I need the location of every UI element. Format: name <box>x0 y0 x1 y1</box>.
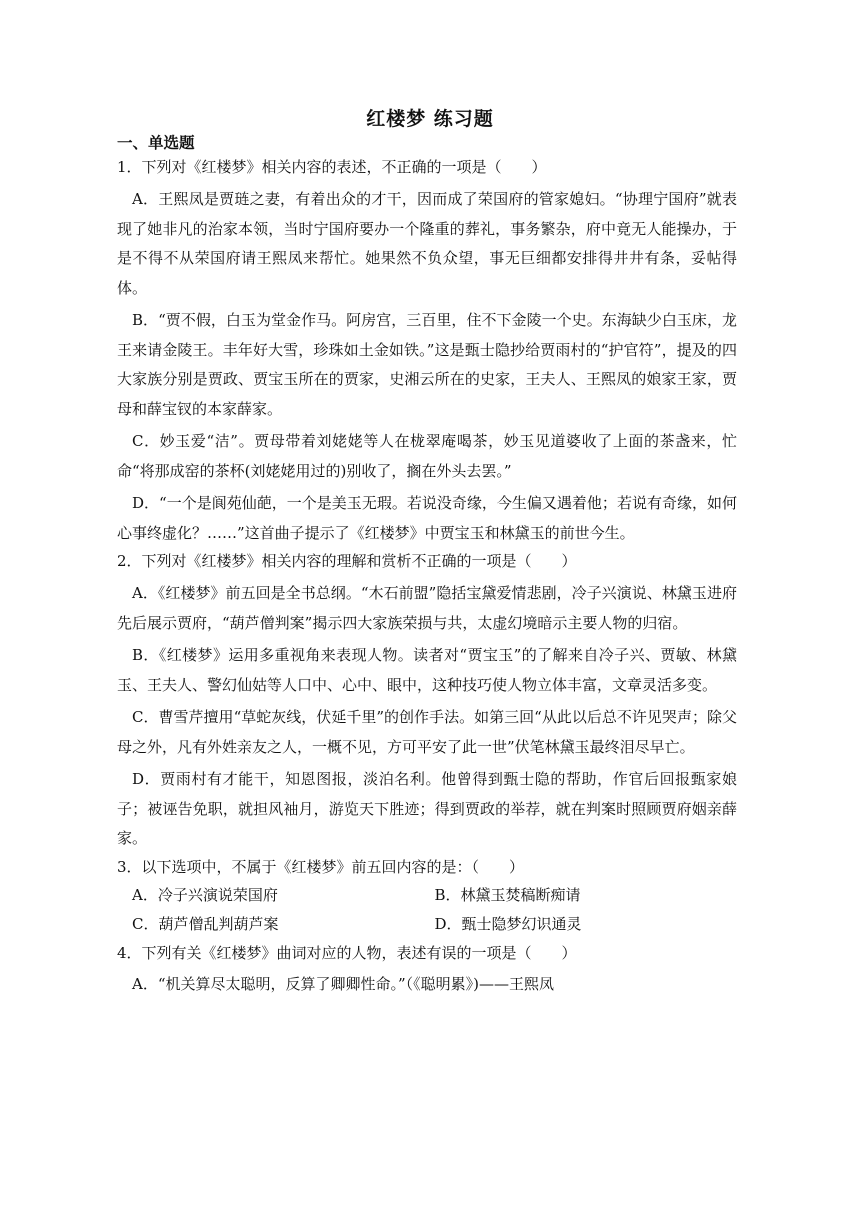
option-grid <box>117 881 737 940</box>
option-b: B．“贾不假，白玉为堂金作马。阿房宫，三百里，住不下金陵一个史。东海缺少白玉床，龙王来请金陵王。丰年好大雪，珍珠如土金如铁。”这是甄士隐抄给贾雨村的“护官符”，提及的四大家族分别是贾政、贾宝玉所在的贾家，史湘云所在的史家，王夫人、王熙凤的娘家王家，贾母和薛宝钗的本家薛家。 <box>117 311 737 418</box>
option-c: C．妙玉爱“洁”。贾母带着刘姥姥等人在栊翠庵喝茶，妙玉见道婆收了上面的茶盏来，忙命“将那成窑的茶杯(刘姥姥用过的)别收了，搁在外头去罢。” <box>117 432 737 480</box>
option-d: D．“一个是阆苑仙葩，一个是美玉无瑕。若说没奇缘，今生偏又遇着他；若说有奇缘，如何心事终虚化？……”这首曲子提示了《红楼梦》中贾宝玉和林黛玉的前世今生。 <box>117 494 737 542</box>
question-stem: 1．下列对《红楼梦》相关内容的表述，不正确的一项是（ ） <box>117 158 547 176</box>
option-c: C．葫芦僧乱判葫芦案 <box>132 915 279 933</box>
question-3 <box>117 854 737 940</box>
questions <box>117 154 737 999</box>
option-a: A．《红楼梦》前五回是全书总纲。“木石前盟”隐括宝黛爱情悲剧，冷子兴演说、林黛玉进府先后展示贾府，“葫芦僧判案”揭示四大家族荣损与共，太虚幻境暗示主要人物的归宿。 <box>117 584 737 632</box>
question-4 <box>117 940 737 1000</box>
question-2 <box>117 548 737 854</box>
section-heading: 一、单选题 <box>117 134 195 152</box>
option-c: C．曹雪芹擅用“草蛇灰线，伏延千里”的创作手法。如第三回“从此以后总不许见哭声；除父母之外，凡有外姓亲友之人，一概不见，方可平安了此一世”伏笔林黛玉最终泪尽早亡。 <box>117 708 737 756</box>
option-d: D．甄士隐梦幻识通灵 <box>434 915 582 933</box>
question-1 <box>117 154 737 548</box>
option-b: B．林黛玉焚稿断痴请 <box>434 885 581 904</box>
document-title: 红楼梦 练习题 <box>366 108 494 130</box>
question-stem: 3．以下选项中，不属于《红楼梦》前五回内容的是：（ ） <box>117 857 525 876</box>
question-stem: 2．下列对《红楼梦》相关内容的理解和赏析不正确的一项是（ ） <box>117 552 577 570</box>
option-a: A．“机关算尽太聪明，反算了卿卿性命。”（《聪明累》)——王熙凤 <box>132 974 555 993</box>
option-a: A．王熙凤是贾琏之妻，有着出众的才干，因而成了荣国府的管家媳妇。“协理宁国府”就表现了她非凡的治家本领，当时宁国府要办一个隆重的葬礼，事务繁杂，府中竟无人能操办，于是不得不从荣国府请王熙凤来帮忙。她果然不负众望，事无巨细都安排得井井有条，妥帖得体。 <box>117 190 737 297</box>
option-d: D．贾雨村有才能干，知恩图报，淡泊名利。他曾得到甄士隐的帮助，作官后回报甄家娘子；被诬告免职，就担风袖月，游览天下胜迹；得到贾政的举荐，就在判案时照顾贾府姻亲薛家。 <box>117 770 737 847</box>
question-stem: 4．下列有关《红楼梦》曲词对应的人物，表述有误的一项是（ ） <box>117 943 577 962</box>
option-a: A．冷子兴演说荣国府 <box>132 885 278 904</box>
option-b: B．《红楼梦》运用多重视角来表现人物。读者对“贾宝玉”的了解来自冷子兴、贾敏、林黛玉、王夫人、警幻仙姑等人口中、心中、眼中，这种技巧使人物立体丰富，文章灵活多变。 <box>117 646 737 694</box>
